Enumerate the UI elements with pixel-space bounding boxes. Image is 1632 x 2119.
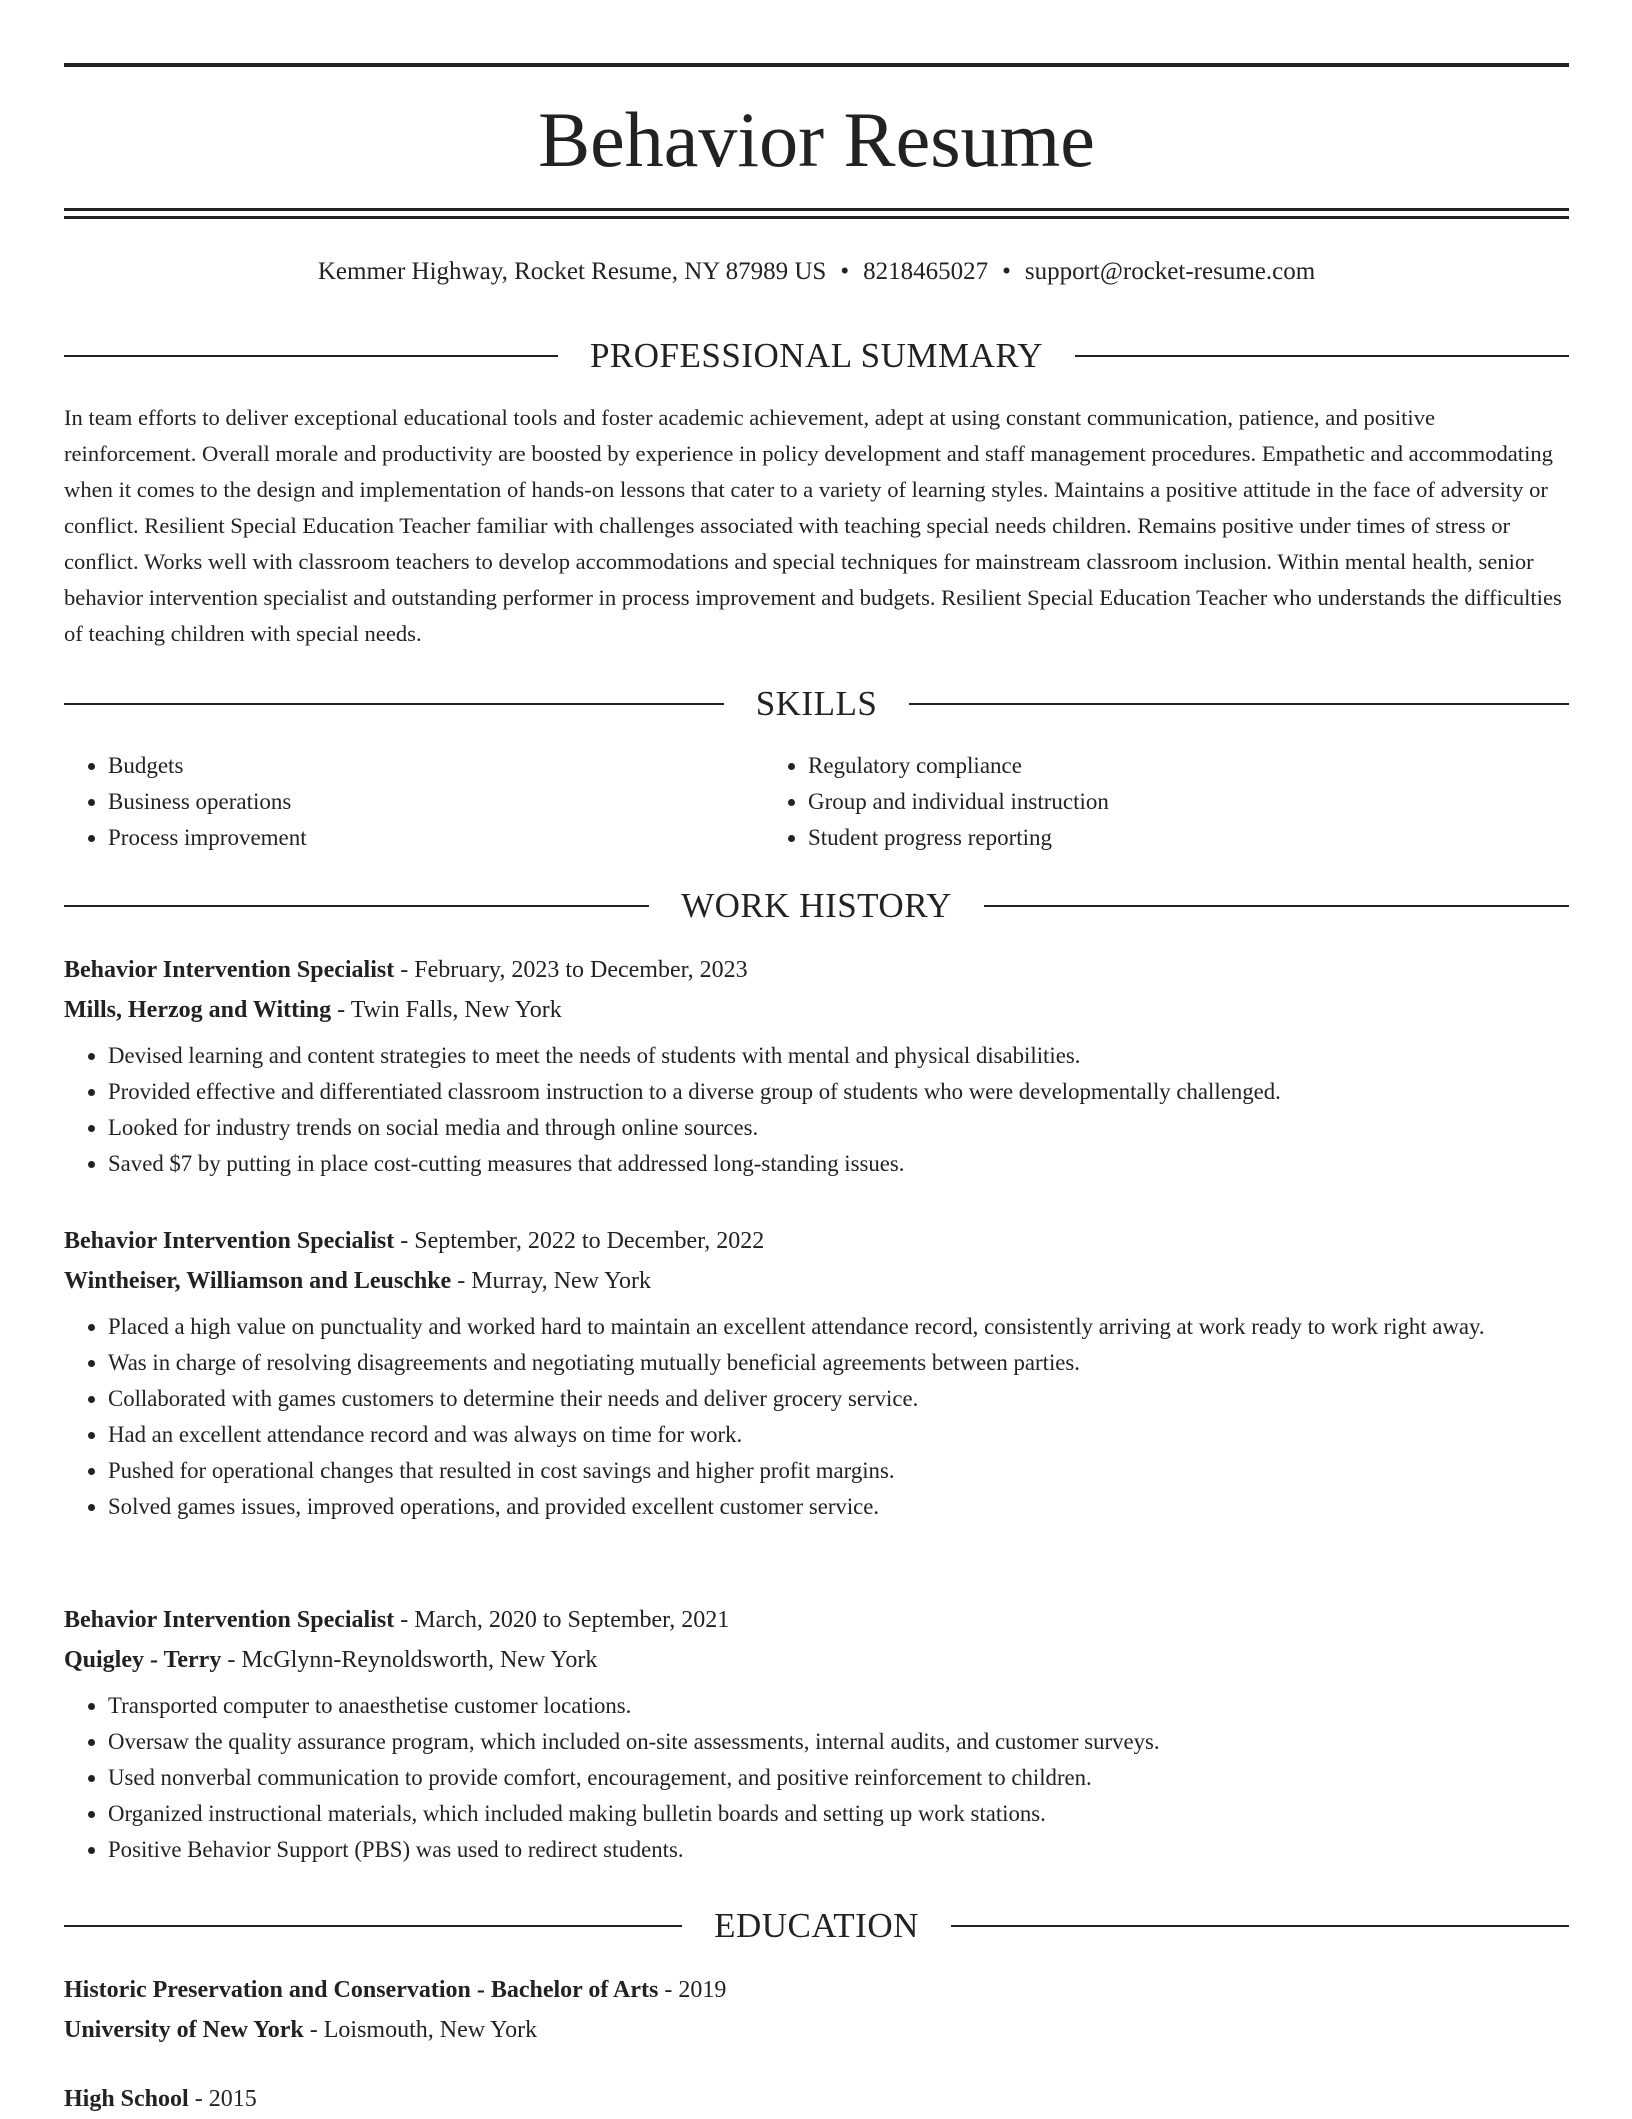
dash: -: [451, 1268, 472, 1294]
skill-item: • Group and individual instruction: [808, 784, 1460, 820]
contact-separator: •: [840, 258, 850, 285]
skills-column-left: [64, 748, 762, 856]
job-bullet: • Transported computer to anaesthetise customer locations.: [108, 1688, 1569, 1724]
section-title: WORK HISTORY: [681, 886, 952, 925]
dash: -: [394, 1228, 415, 1254]
job-bullet: • Was in charge of resolving disagreements and negotiating mutually beneficial agreements between parties.: [108, 1345, 1569, 1381]
dash: -: [221, 1647, 242, 1673]
section-heading-summary: [64, 336, 1569, 376]
contact-separator: •: [1002, 258, 1011, 285]
job-title: Behavior Intervention Specialist: [64, 1607, 395, 1633]
contact-address: Kemmer Highway, Rocket Resume, NY 87989 US: [317, 258, 827, 285]
heading-rule-right: [984, 905, 1569, 907]
contact-line: [64, 255, 1569, 289]
job-bullet: • Had an excellent attendance record and was always on time for work.: [108, 1417, 1569, 1453]
job-bullet: • Provided effective and differentiated classroom instruction to a diverse group of students who were developmentally challenged.: [108, 1074, 1569, 1110]
degree-line: [64, 1970, 1569, 2010]
skill-item: • Regulatory compliance: [808, 748, 1460, 784]
section-title: PROFESSIONAL SUMMARY: [589, 336, 1044, 375]
job-bullet: • Pushed for operational changes that resulted in cost savings and higher profit margins.: [108, 1453, 1569, 1489]
heading-rule-right: [1075, 355, 1569, 357]
dash: -: [394, 957, 415, 983]
degree-year: 2015: [208, 2086, 257, 2112]
school-line: [64, 2010, 1569, 2050]
contact-phone: 8218465027: [863, 258, 989, 285]
job-bullet: • Devised learning and content strategies to meet the needs of students with mental and physical disabilities.: [108, 1038, 1569, 1074]
section-title: EDUCATION: [714, 1906, 919, 1945]
job-bullets: [64, 1038, 1569, 1182]
job-title-line: [64, 1221, 1569, 1261]
heading-rule-left: [64, 355, 558, 357]
skill-item: • Process improvement: [108, 820, 762, 856]
heading-rule-left: [64, 905, 649, 907]
job-bullet: • Saved $7 by putting in place cost-cutting measures that addressed long-standing issues.: [108, 1146, 1569, 1182]
double-rule-upper: [64, 208, 1569, 211]
skill-item: • Business operations: [108, 784, 762, 820]
job-bullet: • Oversaw the quality assurance program, which included on-site assessments, internal audits, and customer surveys.: [108, 1724, 1569, 1760]
job-bullet: • Solved games issues, improved operations, and provided excellent customer service.: [108, 1489, 1569, 1525]
top-rule: [64, 63, 1569, 67]
job-entry: [64, 1600, 1569, 1868]
section-heading-work-history: [64, 886, 1569, 926]
job-location: Murray, New York: [471, 1268, 651, 1294]
degree: Historic Preservation and Conservation - Bachelor of Arts: [64, 1977, 659, 2003]
degree-year: 2019: [678, 1977, 727, 2003]
job-title: Behavior Intervention Specialist: [64, 1228, 395, 1254]
heading-rule-right: [951, 1925, 1569, 1927]
job-dates: March, 2020 to September, 2021: [414, 1607, 730, 1633]
heading-rule-right: [909, 703, 1569, 705]
education-entry: [64, 1970, 1569, 2050]
education-entry: [64, 2079, 1569, 2119]
dash: -: [303, 2017, 324, 2043]
section-heading-skills: [64, 684, 1569, 724]
school-name: University of New York: [64, 2017, 304, 2043]
skills-list: [64, 748, 1569, 856]
skill-item: • Budgets: [108, 748, 762, 784]
job-company: Quigley - Terry: [64, 1647, 222, 1673]
job-location: McGlynn-Reynoldsworth, New York: [241, 1647, 598, 1673]
job-bullet: • Placed a high value on punctuality and worked hard to maintain an excellent attendance record, consistently arriving at work ready to work right away.: [108, 1309, 1569, 1345]
contact-email: support@rocket-resume.com: [1024, 258, 1316, 285]
skills-column-right: [762, 748, 1460, 856]
job-location: Twin Falls, New York: [350, 997, 562, 1023]
job-company-line: [64, 1640, 1569, 1680]
job-bullet: • Positive Behavior Support (PBS) was used to redirect students.: [108, 1832, 1569, 1868]
job-company: Mills, Herzog and Witting: [64, 997, 332, 1023]
resume-title: Behavior Resume: [538, 96, 1095, 183]
job-company-line: [64, 990, 1569, 1030]
job-title-line: [64, 1600, 1569, 1640]
dash: -: [331, 997, 351, 1023]
summary-text: In team efforts to deliver exceptional educational tools and foster academic achievement, adept at using constant communication, patience, and positive reinforcement. Overall morale and productivity are boosted by experience in policy development and staff management procedures. Empathetic and accommodating when it comes to the design and implementation of hands-on lessons that cater to a variety of learning styles. Maintains a positive attitude in the face of adversity or conflict. Resilient Special Education Teacher familiar with challenges associated with teaching special needs children. Remains positive under times of stress or conflict. Works well with classroom teachers to develop accommodations and special techniques for mainstream classroom inclusion. Within mental health, senior behavior intervention specialist and outstanding performer in process improvement and budgets. Resilient Special Education Teacher who understands the difficulties of teaching children with special needs.: [64, 405, 1562, 646]
job-bullet: • Organized instructional materials, which included making bulletin boards and setting up work stations.: [108, 1796, 1569, 1832]
job-entry: [64, 1221, 1569, 1525]
job-title: Behavior Intervention Specialist: [64, 957, 395, 983]
school-location: Loismouth, New York: [323, 2017, 538, 2043]
job-bullets: [64, 1309, 1569, 1525]
job-bullet: • Looked for industry trends on social media and through online sources.: [108, 1110, 1569, 1146]
job-company: Wintheiser, Williamson and Leuschke: [64, 1268, 452, 1294]
section-title: SKILLS: [755, 684, 878, 723]
heading-rule-left: [64, 703, 724, 705]
job-title-line: [64, 950, 1569, 990]
job-dates: February, 2023 to December, 2023: [414, 957, 748, 983]
job-bullets: [64, 1688, 1569, 1868]
skill-item: • Student progress reporting: [808, 820, 1460, 856]
section-heading-education: [64, 1906, 1569, 1946]
degree-line: [64, 2079, 1569, 2119]
job-entry: [64, 950, 1569, 1182]
job-company-line: [64, 1261, 1569, 1301]
double-rule-lower: [64, 216, 1569, 219]
job-bullet: • Used nonverbal communication to provide comfort, encouragement, and positive reinforcement to children.: [108, 1760, 1569, 1796]
dash: -: [188, 2086, 209, 2112]
degree: High School: [64, 2086, 189, 2112]
job-dates: September, 2022 to December, 2022: [414, 1228, 765, 1254]
job-bullet: • Collaborated with games customers to determine their needs and deliver grocery service.: [108, 1381, 1569, 1417]
dash: -: [658, 1977, 679, 2003]
dash: -: [394, 1607, 415, 1633]
heading-rule-left: [64, 1925, 682, 1927]
